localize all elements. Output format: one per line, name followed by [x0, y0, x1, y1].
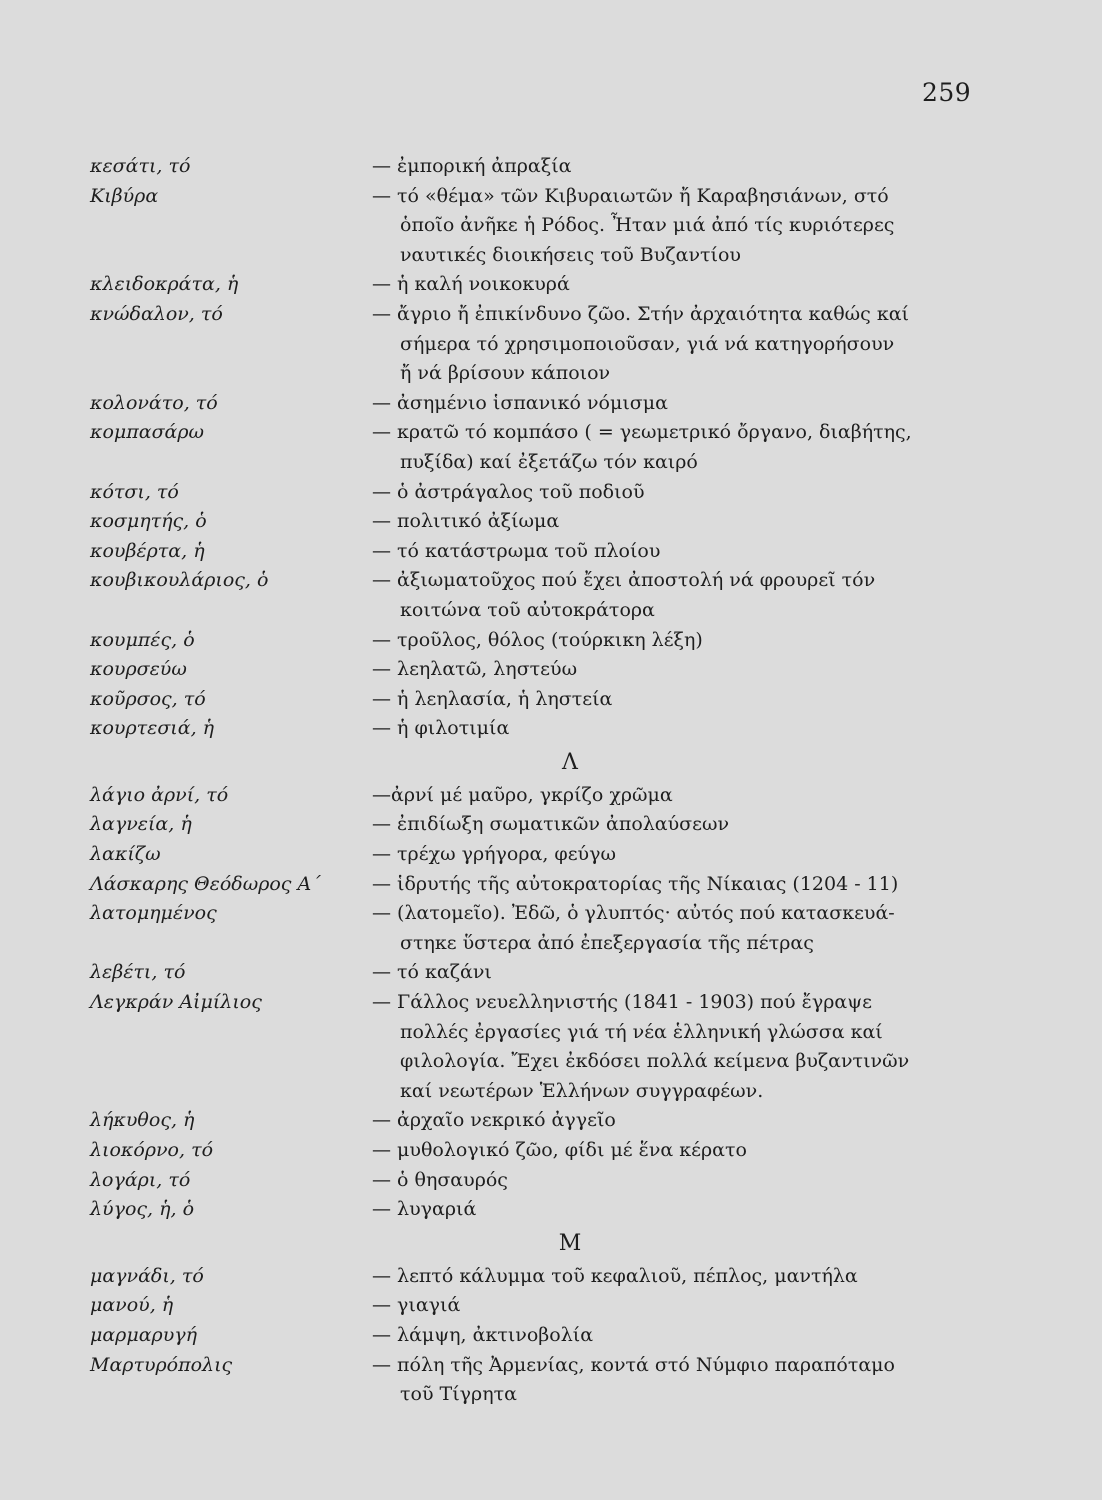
entry-definition: [372, 685, 950, 715]
entry-term: λακίζω: [90, 843, 161, 866]
definition-line: — τρέχω γρήγορα, φεύγω: [372, 843, 616, 866]
definition-line: — ὁ θησαυρός: [372, 1168, 508, 1191]
glossary-section-kappa: [90, 152, 970, 744]
definition-line: — λάμψη, ἀκτινοβολία: [372, 1323, 594, 1346]
entry-definition: [372, 270, 950, 300]
definition-line: — κρατῶ τό κομπάσο ( = γεωμετρικό ὄργανο, διαβήτης,: [372, 421, 912, 444]
page-number: 259: [922, 78, 972, 107]
definition-line: πυξίδα) καί ἐξετάζω τόν καιρό: [400, 450, 698, 473]
glossary-entry: [90, 870, 970, 900]
entry-definition: [372, 714, 950, 744]
entry-definition: [372, 478, 950, 508]
entry-term: Κιβύρα: [90, 184, 159, 207]
entry-definition: [372, 1291, 950, 1321]
entry-term: λατομημένος: [90, 902, 217, 925]
entry-term: λύγος, ἡ, ὁ: [90, 1198, 195, 1221]
definition-line: στηκε ὕστερα ἀπό ἐπεξεργασία τῆς πέτρας: [400, 931, 814, 954]
glossary-entry: [90, 270, 970, 300]
definition-line: πολλές ἐργασίες γιά τή νέα ἑλληνική γλώσσα καί: [400, 1020, 883, 1043]
glossary-entry: [90, 182, 970, 271]
glossary: [90, 152, 970, 1410]
definition-line: φιλολογία. Ἔχει ἐκδόσει πολλά κείμενα βυζαντινῶν: [400, 1050, 910, 1073]
glossary-entry: [90, 478, 970, 508]
entry-definition: [372, 1321, 950, 1351]
entry-term: κουβέρτα, ἡ: [90, 539, 205, 562]
entry-term: κοσμητής, ὁ: [90, 510, 207, 533]
glossary-entry: [90, 1195, 970, 1225]
definition-line: — τό «θέμα» τῶν Κιβυραιωτῶν ἤ Καραβησιάνων, στό: [372, 184, 889, 207]
glossary-entry: [90, 300, 970, 389]
definition-line: κοιτώνα τοῦ αὐτοκράτορα: [400, 598, 655, 621]
entry-term: κότσι, τό: [90, 480, 179, 503]
definition-line: — ἐμπορική ἀπραξία: [372, 155, 572, 177]
definition-line: — ἄγριο ἤ ἐπικίνδυνο ζῶο. Στήν ἀρχαιότητα καθώς καί: [372, 302, 909, 325]
entry-definition: [372, 840, 950, 870]
definition-line: — ἐπιδίωξη σωματικῶν ἀπολαύσεων: [372, 813, 730, 836]
entry-term: κομπασάρω: [90, 421, 205, 444]
entry-term: λογάρι, τό: [90, 1168, 191, 1191]
entry-term: κουβικουλάριος, ὁ: [90, 569, 269, 592]
glossary-entry: [90, 1321, 970, 1351]
glossary-entry: [90, 1291, 970, 1321]
glossary-entry: [90, 781, 970, 811]
glossary-entry: [90, 988, 970, 1106]
entry-term: λιοκόρνο, τό: [90, 1139, 214, 1161]
entry-definition: [372, 152, 950, 182]
letter-heading-mu: Μ: [558, 1230, 582, 1256]
entry-definition: [372, 958, 950, 988]
glossary-entry: [90, 626, 970, 656]
entry-term: μαρμαρυγή: [90, 1323, 197, 1346]
definition-line: ἤ νά βρίσουν κάποιον: [400, 362, 611, 385]
entry-definition: [372, 389, 950, 419]
glossary-entry: [90, 566, 970, 625]
definition-line: — ἱδρυτής τῆς αὐτοκρατορίας τῆς Νίκαιας (1204 - 11): [372, 872, 899, 895]
entry-term: κεσάτι, τό: [90, 155, 191, 177]
entry-term: κουρτεσιά, ἡ: [90, 717, 215, 740]
glossary-entry: [90, 810, 970, 840]
glossary-entry: [90, 655, 970, 685]
definition-line: τοῦ Τίγρητα: [400, 1383, 517, 1406]
glossary-entry: [90, 840, 970, 870]
entry-definition: [372, 1166, 950, 1196]
definition-line: καί νεωτέρων Ἑλλήνων συγγραφέων.: [400, 1079, 764, 1102]
glossary-entry: [90, 1351, 970, 1410]
entry-term: κοῦρσος, τό: [90, 687, 206, 710]
definition-line: — γιαγιά: [372, 1294, 461, 1317]
definition-line: ὁποῖο ἀνῆκε ἡ Ρόδος. Ἦταν μιά ἀπό τίς κυριότερες: [400, 214, 895, 237]
entry-term: λήκυθος, ἡ: [90, 1109, 195, 1132]
entry-definition: [372, 988, 950, 1106]
entry-term: μαγνάδι, τό: [90, 1264, 204, 1287]
glossary-entry: [90, 537, 970, 567]
definition-line: — τροῦλος, θόλος (τούρκικη λέξη): [372, 628, 703, 651]
entry-definition: [372, 418, 950, 477]
entry-definition: [372, 300, 950, 389]
definition-line: ναυτικές διοικήσεις τοῦ Βυζαντίου: [400, 243, 741, 266]
definition-line: — λεηλατῶ, ληστεύω: [372, 658, 578, 681]
glossary-entry: [90, 152, 970, 182]
definition-line: — λεπτό κάλυμμα τοῦ κεφαλιοῦ, πέπλος, μαντήλα: [372, 1264, 858, 1287]
definition-line: — (λατομεῖο). Ἐδῶ, ὁ γλυπτός· αὐτός πού κατασκευά-: [372, 902, 895, 925]
entry-definition: [372, 626, 950, 656]
definition-line: — ἡ λεηλασία, ἡ ληστεία: [372, 687, 613, 710]
definition-line: — πόλη τῆς Ἀρμενίας, κοντά στό Νύμφιο παραπόταμο: [372, 1353, 895, 1376]
glossary-entry: [90, 389, 970, 419]
glossary-section-lambda: [90, 781, 970, 1225]
entry-term: Μαρτυρόπολις: [90, 1353, 233, 1376]
letter-heading-lambda: Λ: [562, 749, 578, 775]
entry-term: κλειδοκράτα, ἡ: [90, 273, 239, 296]
glossary-entry: [90, 1106, 970, 1136]
definition-line: — ἀρχαῖο νεκρικό ἀγγεῖο: [372, 1109, 616, 1132]
definition-line: — λυγαριά: [372, 1198, 477, 1221]
glossary-entry: [90, 1166, 970, 1196]
entry-term: κουμπές, ὁ: [90, 628, 195, 651]
glossary-entry: [90, 958, 970, 988]
entry-definition: [372, 781, 950, 811]
glossary-entry: [90, 1262, 970, 1292]
entry-definition: [372, 182, 950, 271]
definition-line: — τό κατάστρωμα τοῦ πλοίου: [372, 539, 661, 562]
entry-term: λάγιο ἀρνί, τό: [90, 783, 229, 806]
entry-term: Λεγκράν Αἰμίλιος: [90, 991, 262, 1014]
definition-line: — τό καζάνι: [372, 961, 492, 984]
entry-term: λαγνεία, ἡ: [90, 813, 192, 836]
definition-line: — ἀσημένιο ἱσπανικό νόμισμα: [372, 391, 668, 414]
entry-definition: [372, 899, 950, 958]
entry-definition: [372, 1106, 950, 1136]
glossary-entry: [90, 899, 970, 958]
glossary-section-mu: [90, 1262, 970, 1410]
glossary-entry: [90, 685, 970, 715]
definition-line: — ἡ φιλοτιμία: [372, 717, 510, 740]
entry-term: μανού, ἡ: [90, 1294, 174, 1317]
definition-line: σήμερα τό χρησιμοποιοῦσαν, γιά νά κατηγορήσουν: [400, 332, 895, 355]
entry-term: κνώδαλον, τό: [90, 302, 223, 325]
definition-line: — ὁ ἀστράγαλος τοῦ ποδιοῦ: [372, 480, 645, 503]
entry-definition: [372, 1136, 950, 1166]
glossary-entry: [90, 418, 970, 477]
definition-line: — πολιτικό ἀξίωμα: [372, 510, 560, 533]
entry-term: Λάσκαρης Θεόδωρος Α΄: [90, 872, 321, 895]
definition-line: — ἀξιωματοῦχος πού ἔχει ἀποστολή νά φρουρεῖ τόν: [372, 569, 876, 592]
glossary-entry: [90, 507, 970, 537]
entry-definition: [372, 1351, 950, 1410]
entry-definition: [372, 537, 950, 567]
entry-definition: [372, 655, 950, 685]
definition-line: —ἀρνί μέ μαῦρο, γκρίζο χρῶμα: [372, 783, 673, 806]
entry-term: κουρσεύω: [90, 658, 187, 681]
entry-definition: [372, 810, 950, 840]
entry-definition: [372, 1262, 950, 1292]
entry-term: λεβέτι, τό: [90, 961, 186, 984]
entry-definition: [372, 870, 950, 900]
entry-definition: [372, 1195, 950, 1225]
definition-line: — Γάλλος νευελληνιστής (1841 - 1903) πού ἔγραψε: [372, 991, 872, 1014]
glossary-entry: [90, 1136, 970, 1166]
entry-term: κολονάτο, τό: [90, 391, 218, 414]
definition-line: — ἡ καλή νοικοκυρά: [372, 273, 570, 296]
glossary-entry: [90, 714, 970, 744]
entry-definition: [372, 507, 950, 537]
definition-line: — μυθολογικό ζῶο, φίδι μέ ἕνα κέρατο: [372, 1139, 747, 1161]
entry-definition: [372, 566, 950, 625]
